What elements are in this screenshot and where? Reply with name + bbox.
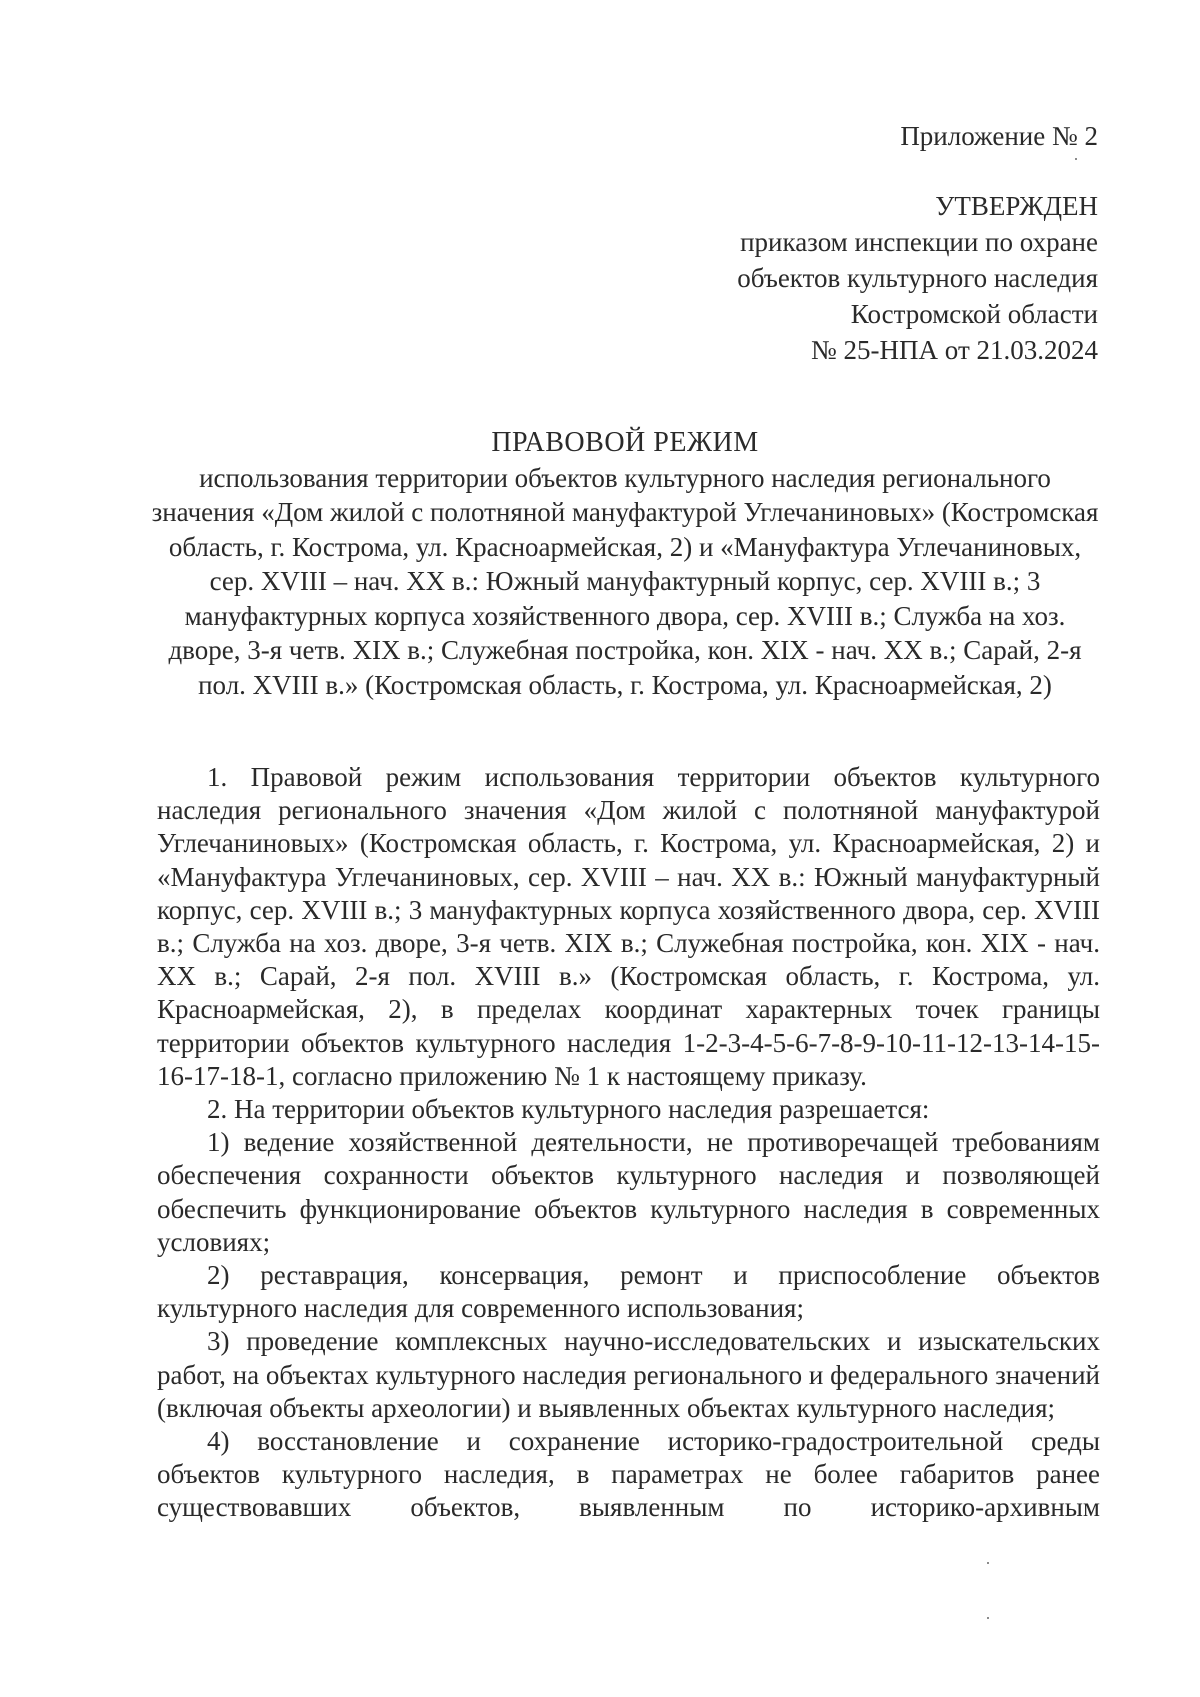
approval-line: Костромской области xyxy=(850,299,1098,329)
title-block xyxy=(150,426,1100,702)
list-item-1: 1) ведение хозяйственной деятельности, не противоречащей требованиям обеспечения сохранности объектов культурного наследия и позволяющей обеспечить функционирование объектов культурного наследия в современных условиях; xyxy=(157,1127,1100,1257)
approval-line: объектов культурного наследия xyxy=(737,263,1098,293)
scan-speck xyxy=(1075,158,1077,160)
document-body xyxy=(157,761,1100,1525)
scan-speck xyxy=(987,1617,989,1619)
approved-stamp-text: УТВЕРЖДЕН xyxy=(935,191,1098,221)
paragraph-2: 2. На территории объектов культурного наследия разрешается: xyxy=(207,1094,930,1125)
approval-block xyxy=(737,118,1098,368)
list-item-3: 3) проведение комплексных научно-исследовательских и изыскательских работ, на объектах культурного наследия регионального и федерального значений (включая объекты археологии) и выявленных объектах культурного наследия; xyxy=(157,1326,1100,1423)
document-heading: ПРАВОВОЙ РЕЖИМ xyxy=(491,427,759,458)
list-item-4: 4) восстановление и сохранение историко-градостроительной среды объектов культурного наследия, в параметрах не более габаритов ранее существовавших объектов, выявленным по историко-архивным xyxy=(157,1426,1100,1523)
appendix-number: Приложение № 2 xyxy=(900,121,1098,151)
scan-speck xyxy=(987,1562,989,1564)
document-subtitle: использования территории объектов культурного наследия регионального значения «Дом жилой с полотняной мануфактурой Углечаниновых» (Костромская область, г. Кострома, ул. Красноармейская, 2) и «Мануфактура Углечаниновых, сер. XVIII – нач. XX в.: Южный мануфактурный корпус, сер. XVIII в.; 3 мануфактурных корпуса хозяйственного двора, сер. XVIII в.; Служба на хоз. дворе, 3-я четв. XIX в.; Служебная постройка, кон. XIX - нач. XX в.; Сарай, 2-я пол. XVIII в.» (Костромская область, г. Кострома, ул. Красноармейская, 2) xyxy=(151,462,1099,700)
paragraph-1: 1. Правовой режим использования территории объектов культурного наследия регионального значения «Дом жилой с полотняной мануфактурой Углечаниновых» (Костромская область, г. Кострома, ул. Красноармейская, 2) и «Мануфактура Углечаниновых, сер. XVIII – нач. XX в.: Южный мануфактурный корпус, сер. XVIII в.; 3 мануфактурных корпуса хозяйственного двора, сер. XVIII в.; Служба на хоз. дворе, 3-я четв. XIX в.; Служебная постройка, кон. XIX - нач. XX в.; Сарай, 2-я пол. XVIII в.» (Костромская область, г. Кострома, ул. Красноармейская, 2), в пределах координат характерных точек границы территории объектов культурного наследия 1-2-3-4-5-6-7-8-9-10-11-12-13-14-15-16-17-18-1, согласно приложению № 1 к настоящему приказу. xyxy=(157,762,1100,1091)
approval-line: приказом инспекции по охране xyxy=(740,227,1098,257)
list-item-2: 2) реставрация, консервация, ремонт и приспособление объектов культурного наследия для современного использования; xyxy=(157,1260,1100,1324)
approval-order-number: № 25-НПА от 21.03.2024 xyxy=(811,335,1098,365)
